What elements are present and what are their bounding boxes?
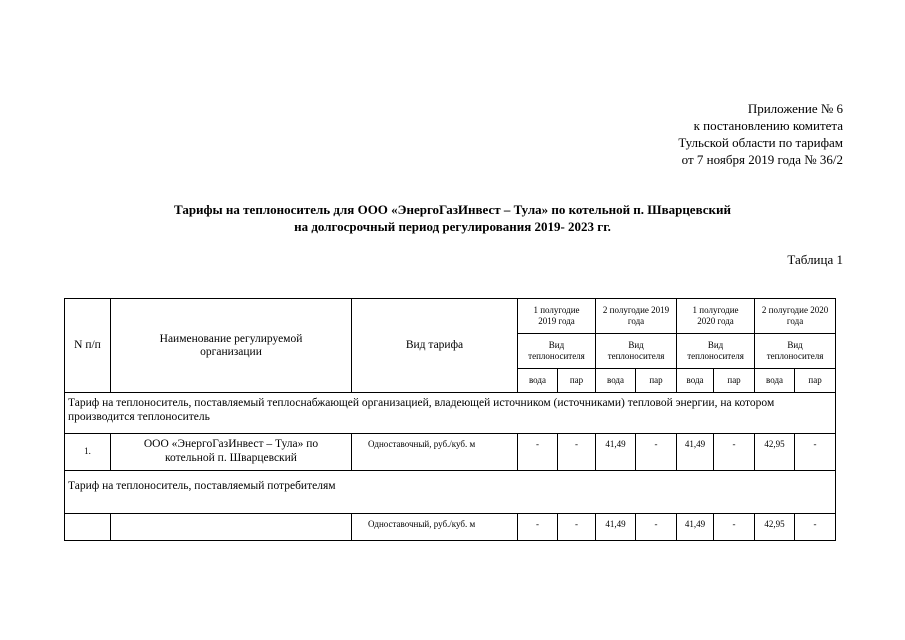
row2-v5: 41,49 [677, 514, 714, 541]
table-row [65, 434, 836, 471]
appendix-line-2: к постановлению комитета [693, 118, 843, 133]
row1-v2: - [558, 434, 596, 471]
header-carrier-2: Вид теплоносителя [596, 334, 677, 369]
row1-v5: 41,49 [677, 434, 714, 471]
appendix-line-4: от 7 ноября 2019 года № 36/2 [681, 152, 843, 167]
header-num: N п/п [65, 299, 111, 393]
row2-v6: - [714, 514, 755, 541]
table-row [65, 514, 836, 541]
appendix-block [678, 100, 843, 168]
title-line-2: на долгосрочный период регулирования 2019- 2023 гг. [294, 219, 611, 234]
appendix-line-1: Приложение № 6 [747, 101, 843, 116]
header-steam-1: пар [558, 369, 596, 393]
header-carrier-1: Вид теплоносителя [518, 334, 596, 369]
header-carrier-4: Вид теплоносителя [755, 334, 836, 369]
tariff-table [64, 298, 836, 541]
header-water-3: вода [677, 369, 714, 393]
row1-num: 1. [65, 434, 111, 471]
table-label: Таблица 1 [787, 252, 843, 267]
row1-v1: - [518, 434, 558, 471]
header-water-4: вода [755, 369, 795, 393]
header-carrier-3: Вид теплоносителя [677, 334, 755, 369]
row2-v4: - [636, 514, 677, 541]
row2-v8: - [795, 514, 836, 541]
row2-tariff: Одноставочный, руб./куб. м [352, 514, 518, 541]
header-water-2: вода [596, 369, 636, 393]
header-org: Наименование регулируемой организации [111, 299, 352, 393]
row1-org: ООО «ЭнергоГазИнвест – Тула» по котельной п. Шварцевский [111, 434, 352, 471]
row1-tariff: Одноставочный, руб./куб. м [352, 434, 518, 471]
header-period-4: 2 полугодие 2020 года [755, 299, 836, 334]
row2-num [65, 514, 111, 541]
row1-v6: - [714, 434, 755, 471]
row1-v4: - [636, 434, 677, 471]
row1-v3: 41,49 [596, 434, 636, 471]
header-steam-3: пар [714, 369, 755, 393]
document-title [60, 201, 845, 235]
row1-v7: 42,95 [755, 434, 795, 471]
row2-v2: - [558, 514, 596, 541]
row2-v1: - [518, 514, 558, 541]
header-period-3: 1 полугодие 2020 года [677, 299, 755, 334]
appendix-line-3: Тульской области по тарифам [678, 135, 843, 150]
header-tariff: Вид тарифа [352, 299, 518, 393]
header-steam-4: пар [795, 369, 836, 393]
section-consumers: Тариф на теплоноситель, поставляемый потребителям [65, 471, 836, 514]
header-steam-2: пар [636, 369, 677, 393]
title-line-1: Тарифы на теплоноситель для ООО «ЭнергоГазИнвест – Тула» по котельной п. Шварцевский [173, 202, 732, 217]
row2-org [111, 514, 352, 541]
row1-v8: - [795, 434, 836, 471]
header-period-1: 1 полугодие 2019 года [518, 299, 596, 334]
header-period-2: 2 полугодие 2019 года [596, 299, 677, 334]
row2-v7: 42,95 [755, 514, 795, 541]
section-producer: Тариф на теплоноситель, поставляемый теплоснабжающей организацией, владеющей источником (источниками) тепловой энергии, на котором производится теплоноситель [65, 393, 836, 434]
header-water-1: вода [518, 369, 558, 393]
row2-v3: 41,49 [596, 514, 636, 541]
